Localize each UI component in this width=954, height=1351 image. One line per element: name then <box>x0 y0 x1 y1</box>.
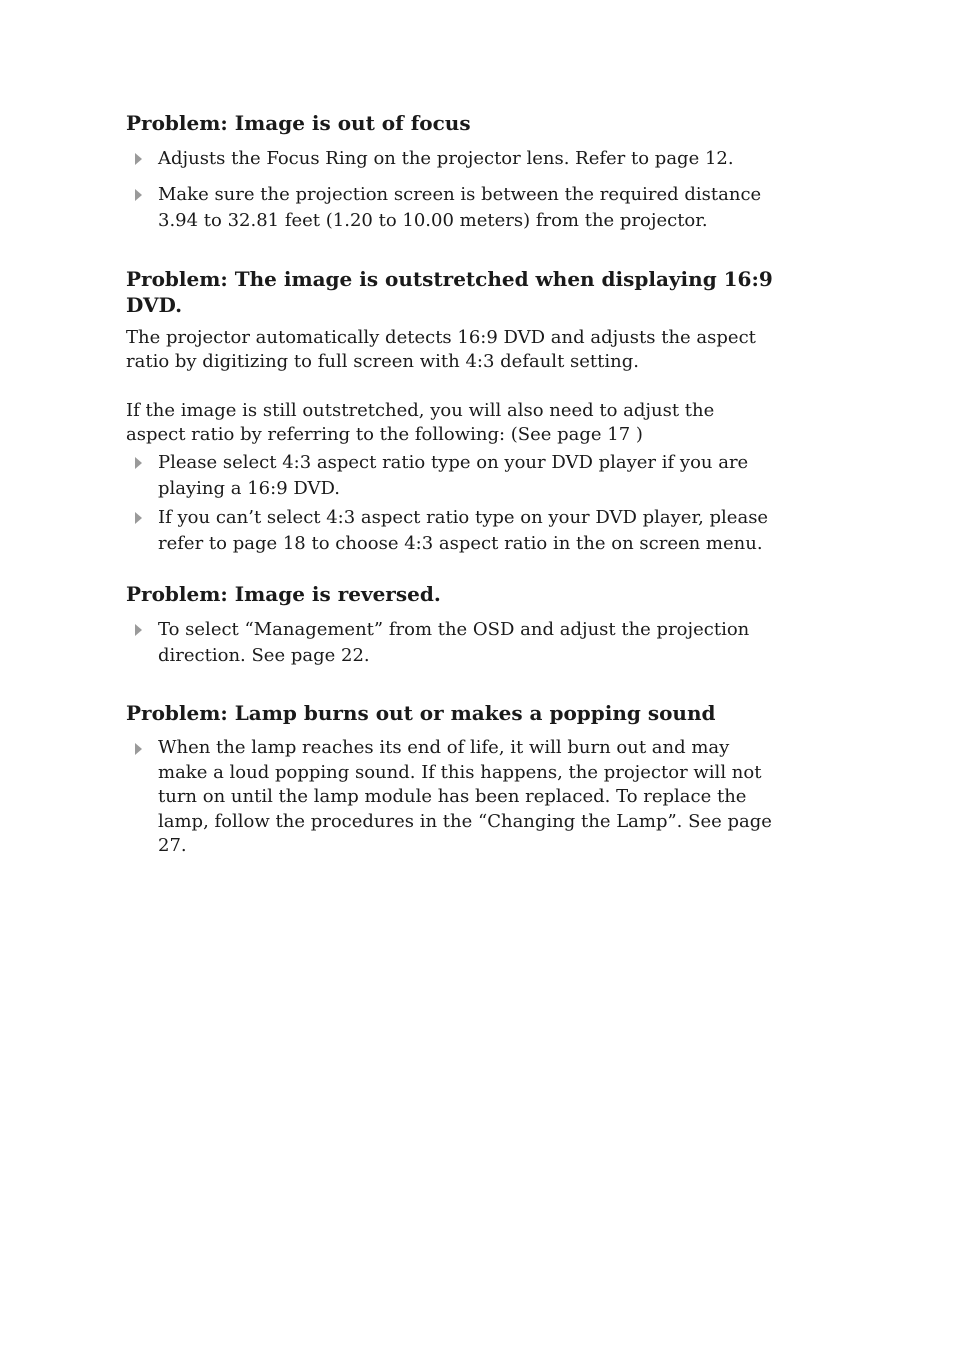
triangle-bullet-icon <box>135 189 142 201</box>
heading-image-reversed: Problem: Image is reversed. <box>126 582 441 606</box>
triangle-bullet-icon <box>135 457 142 469</box>
heading-out-of-focus: Problem: Image is out of focus <box>126 111 471 135</box>
bullet-text: Adjusts the Focus Ring on the projector lens. Refer to page 12. <box>158 148 734 169</box>
heading-lamp-burns-out: Problem: Lamp burns out or makes a popping sound <box>126 701 716 725</box>
triangle-bullet-icon <box>135 153 142 165</box>
list-item <box>126 146 786 172</box>
paragraph: The projector automatically detects 16:9 DVD and adjusts the aspect ratio by digitizing to full screen with 4:3 default setting. <box>126 327 756 372</box>
triangle-bullet-icon <box>135 512 142 524</box>
triangle-bullet-icon <box>135 743 142 755</box>
list-item <box>126 736 786 859</box>
bullet-text: Please select 4:3 aspect ratio type on your DVD player if you are playing a 16:9 DVD. <box>158 452 749 499</box>
triangle-bullet-icon <box>135 624 142 636</box>
bullet-text: Make sure the projection screen is between the required distance 3.94 to 32.81 feet (1.20 to 10.00 meters) from the projector. <box>158 184 762 231</box>
list-item <box>126 617 786 669</box>
list-item <box>126 450 786 502</box>
heading-outstretched-dvd: Problem: The image is outstretched when displaying 16:9 DVD. <box>126 267 773 317</box>
bullet-text: To select “Management” from the OSD and adjust the projection direction. See page 22. <box>158 619 750 666</box>
list-item <box>126 505 786 557</box>
bullet-text: If you can’t select 4:3 aspect ratio type on your DVD player, please refer to page 18 to choose 4:3 aspect ratio in the on screen menu. <box>158 507 769 554</box>
paragraph: If the image is still outstretched, you will also need to adjust the aspect ratio by referring to the following: (See page 17 ) <box>126 400 715 445</box>
bullet-text: When the lamp reaches its end of life, it will burn out and may make a loud popping sound. If this happens, the projector will not turn on until the lamp module has been replaced. To replace the lamp, follow the procedures in the “Changing the Lamp”. See page 27. <box>158 737 772 856</box>
list-item <box>126 182 786 234</box>
